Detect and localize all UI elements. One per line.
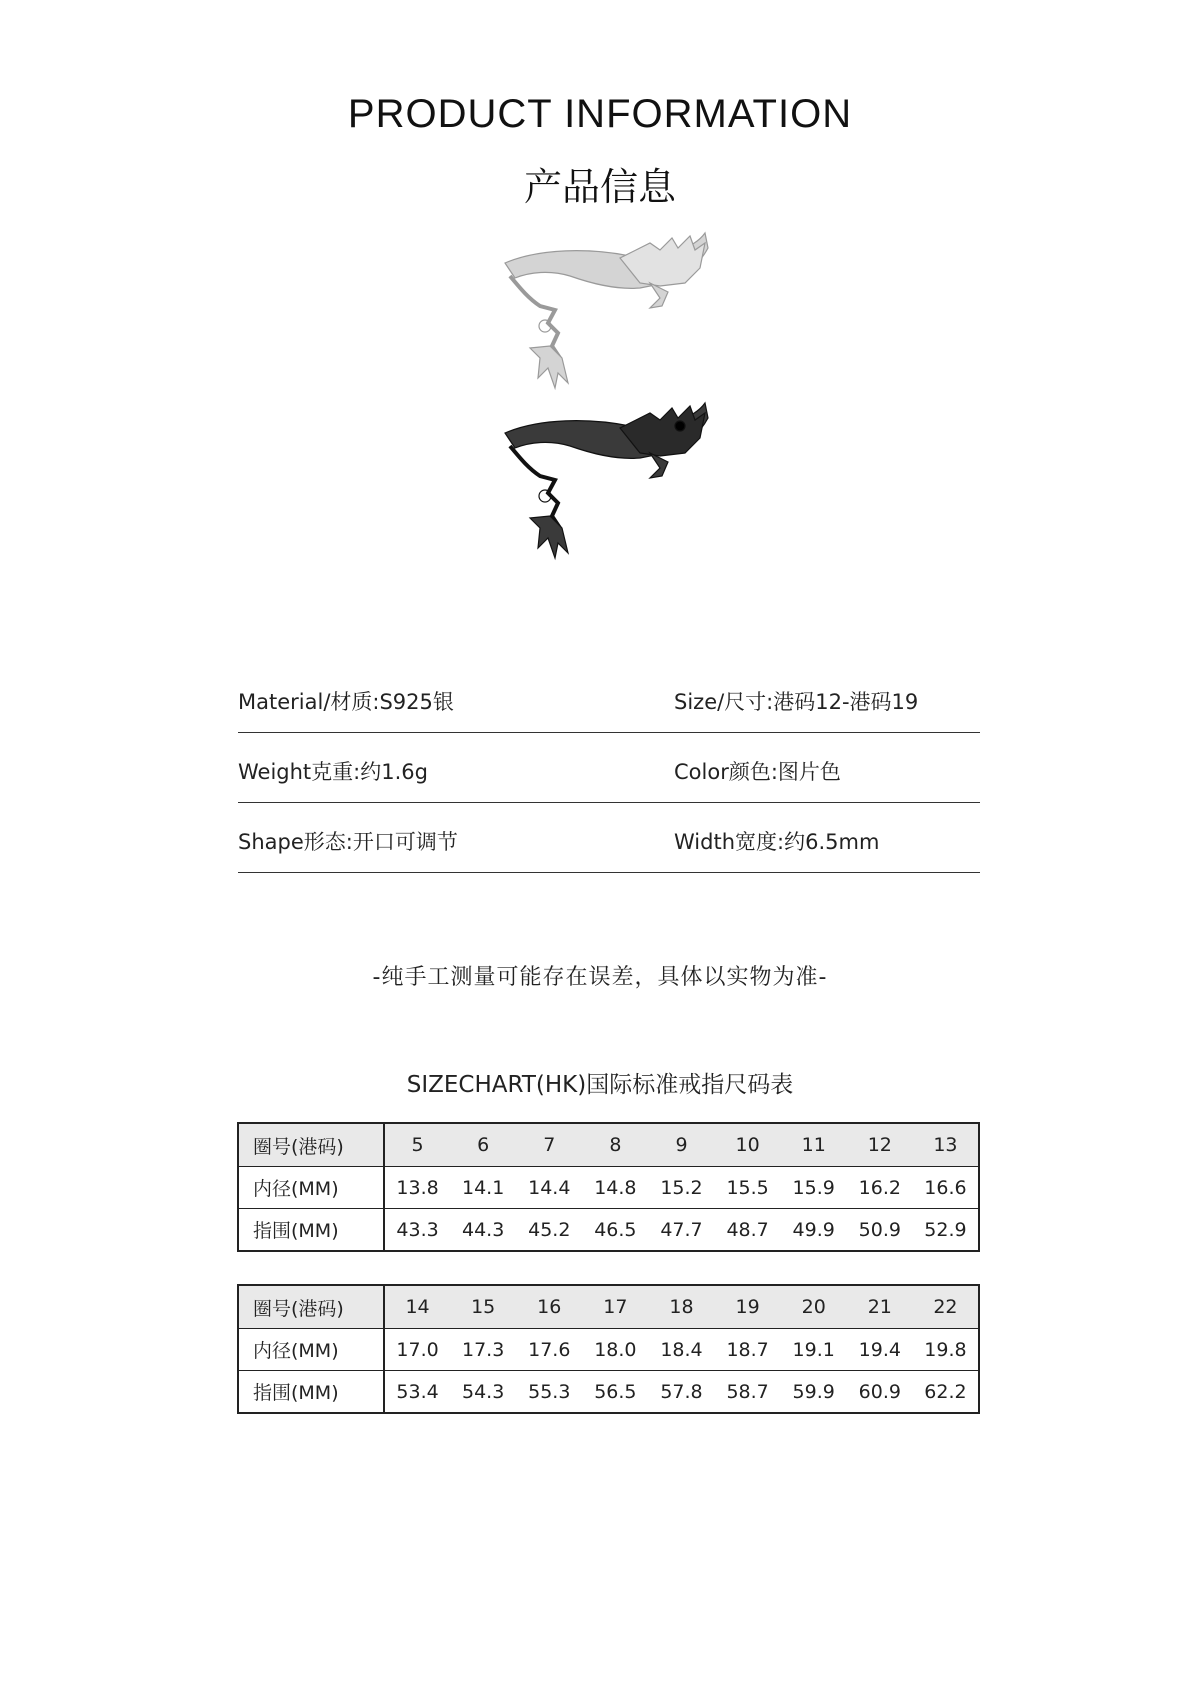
circumference-cell: 45.2 [516,1209,582,1252]
circumference-cell: 50.9 [847,1209,913,1252]
circumference-row [238,1371,979,1414]
size-cell: 19 [715,1285,781,1329]
diameter-cell: 14.4 [516,1167,582,1209]
size-cell: 18 [648,1285,714,1329]
measurement-note: -纯手工测量可能存在误差，具体以实物为准- [372,965,828,990]
diameter-cell: 18.7 [715,1329,781,1371]
diameter-row [238,1329,979,1371]
row-label-circumference: 指围(MM) [238,1209,384,1252]
size-cell: 8 [582,1123,648,1167]
diameter-cell: 18.0 [582,1329,648,1371]
circumference-cell: 48.7 [715,1209,781,1252]
size-cell: 10 [715,1123,781,1167]
diameter-cell: 17.6 [516,1329,582,1371]
size-cell: 21 [847,1285,913,1329]
diameter-cell: 16.2 [847,1167,913,1209]
size-cell: 17 [582,1285,648,1329]
diameter-cell: 18.4 [648,1329,714,1371]
circumference-cell: 54.3 [450,1371,516,1414]
circumference-cell: 60.9 [847,1371,913,1414]
page-title-cn: 产品信息 [523,165,676,209]
circumference-cell: 59.9 [781,1371,847,1414]
size-row [238,1285,979,1329]
diameter-cell: 13.8 [384,1167,450,1209]
diameter-row [238,1167,979,1209]
size-cell: 16 [516,1285,582,1329]
spec-material: Material/材质:S925银 [238,690,454,714]
diameter-cell: 15.9 [781,1167,847,1209]
row-label-diameter: 内径(MM) [238,1329,384,1371]
circumference-cell: 53.4 [384,1371,450,1414]
circumference-cell: 49.9 [781,1209,847,1252]
circumference-cell: 58.7 [715,1371,781,1414]
diameter-cell: 15.5 [715,1167,781,1209]
size-table-1 [237,1122,980,1252]
size-cell: 5 [384,1123,450,1167]
product-image-dragon-rings [500,228,720,618]
diameter-cell: 14.8 [582,1167,648,1209]
size-cell: 9 [648,1123,714,1167]
size-cell: 20 [781,1285,847,1329]
diameter-cell: 19.1 [781,1329,847,1371]
size-row [238,1123,979,1167]
spec-row [238,663,980,733]
circumference-cell: 56.5 [582,1371,648,1414]
circumference-cell: 43.3 [384,1209,450,1252]
row-label-size: 圈号(港码) [238,1285,384,1329]
row-label-size: 圈号(港码) [238,1123,384,1167]
size-cell: 15 [450,1285,516,1329]
page-title-en: PRODUCT INFORMATION [347,92,853,136]
spec-color: Color颜色:图片色 [674,760,841,784]
circumference-cell: 47.7 [648,1209,714,1252]
spec-shape: Shape形态:开口可调节 [238,830,458,854]
spec-size: Size/尺寸:港码12-港码19 [674,690,919,714]
spec-row [238,733,980,803]
silver-dragon-ring [505,233,708,388]
row-label-diameter: 内径(MM) [238,1167,384,1209]
black-dragon-ring [505,403,708,558]
diameter-cell: 17.0 [384,1329,450,1371]
circumference-cell: 44.3 [450,1209,516,1252]
circumference-cell: 57.8 [648,1371,714,1414]
spec-weight: Weight克重:约1.6g [238,760,428,784]
size-cell: 14 [384,1285,450,1329]
size-cell: 6 [450,1123,516,1167]
size-cell: 22 [913,1285,979,1329]
diameter-cell: 19.8 [913,1329,979,1371]
diameter-cell: 17.3 [450,1329,516,1371]
circumference-cell: 55.3 [516,1371,582,1414]
size-cell: 12 [847,1123,913,1167]
size-cell: 7 [516,1123,582,1167]
size-cell: 13 [913,1123,979,1167]
size-table-2 [237,1284,980,1414]
circumference-row [238,1209,979,1252]
circumference-cell: 62.2 [913,1371,979,1414]
diameter-cell: 16.6 [913,1167,979,1209]
diameter-cell: 19.4 [847,1329,913,1371]
spec-table [238,663,980,873]
size-chart-title: SIZECHART(HK)国际标准戒指尺码表 [406,1072,794,1098]
spec-width: Width宽度:约6.5mm [674,830,880,854]
circumference-cell: 46.5 [582,1209,648,1252]
diameter-cell: 14.1 [450,1167,516,1209]
diameter-cell: 15.2 [648,1167,714,1209]
spec-row [238,803,980,873]
circumference-cell: 52.9 [913,1209,979,1252]
size-cell: 11 [781,1123,847,1167]
row-label-circumference: 指围(MM) [238,1371,384,1414]
